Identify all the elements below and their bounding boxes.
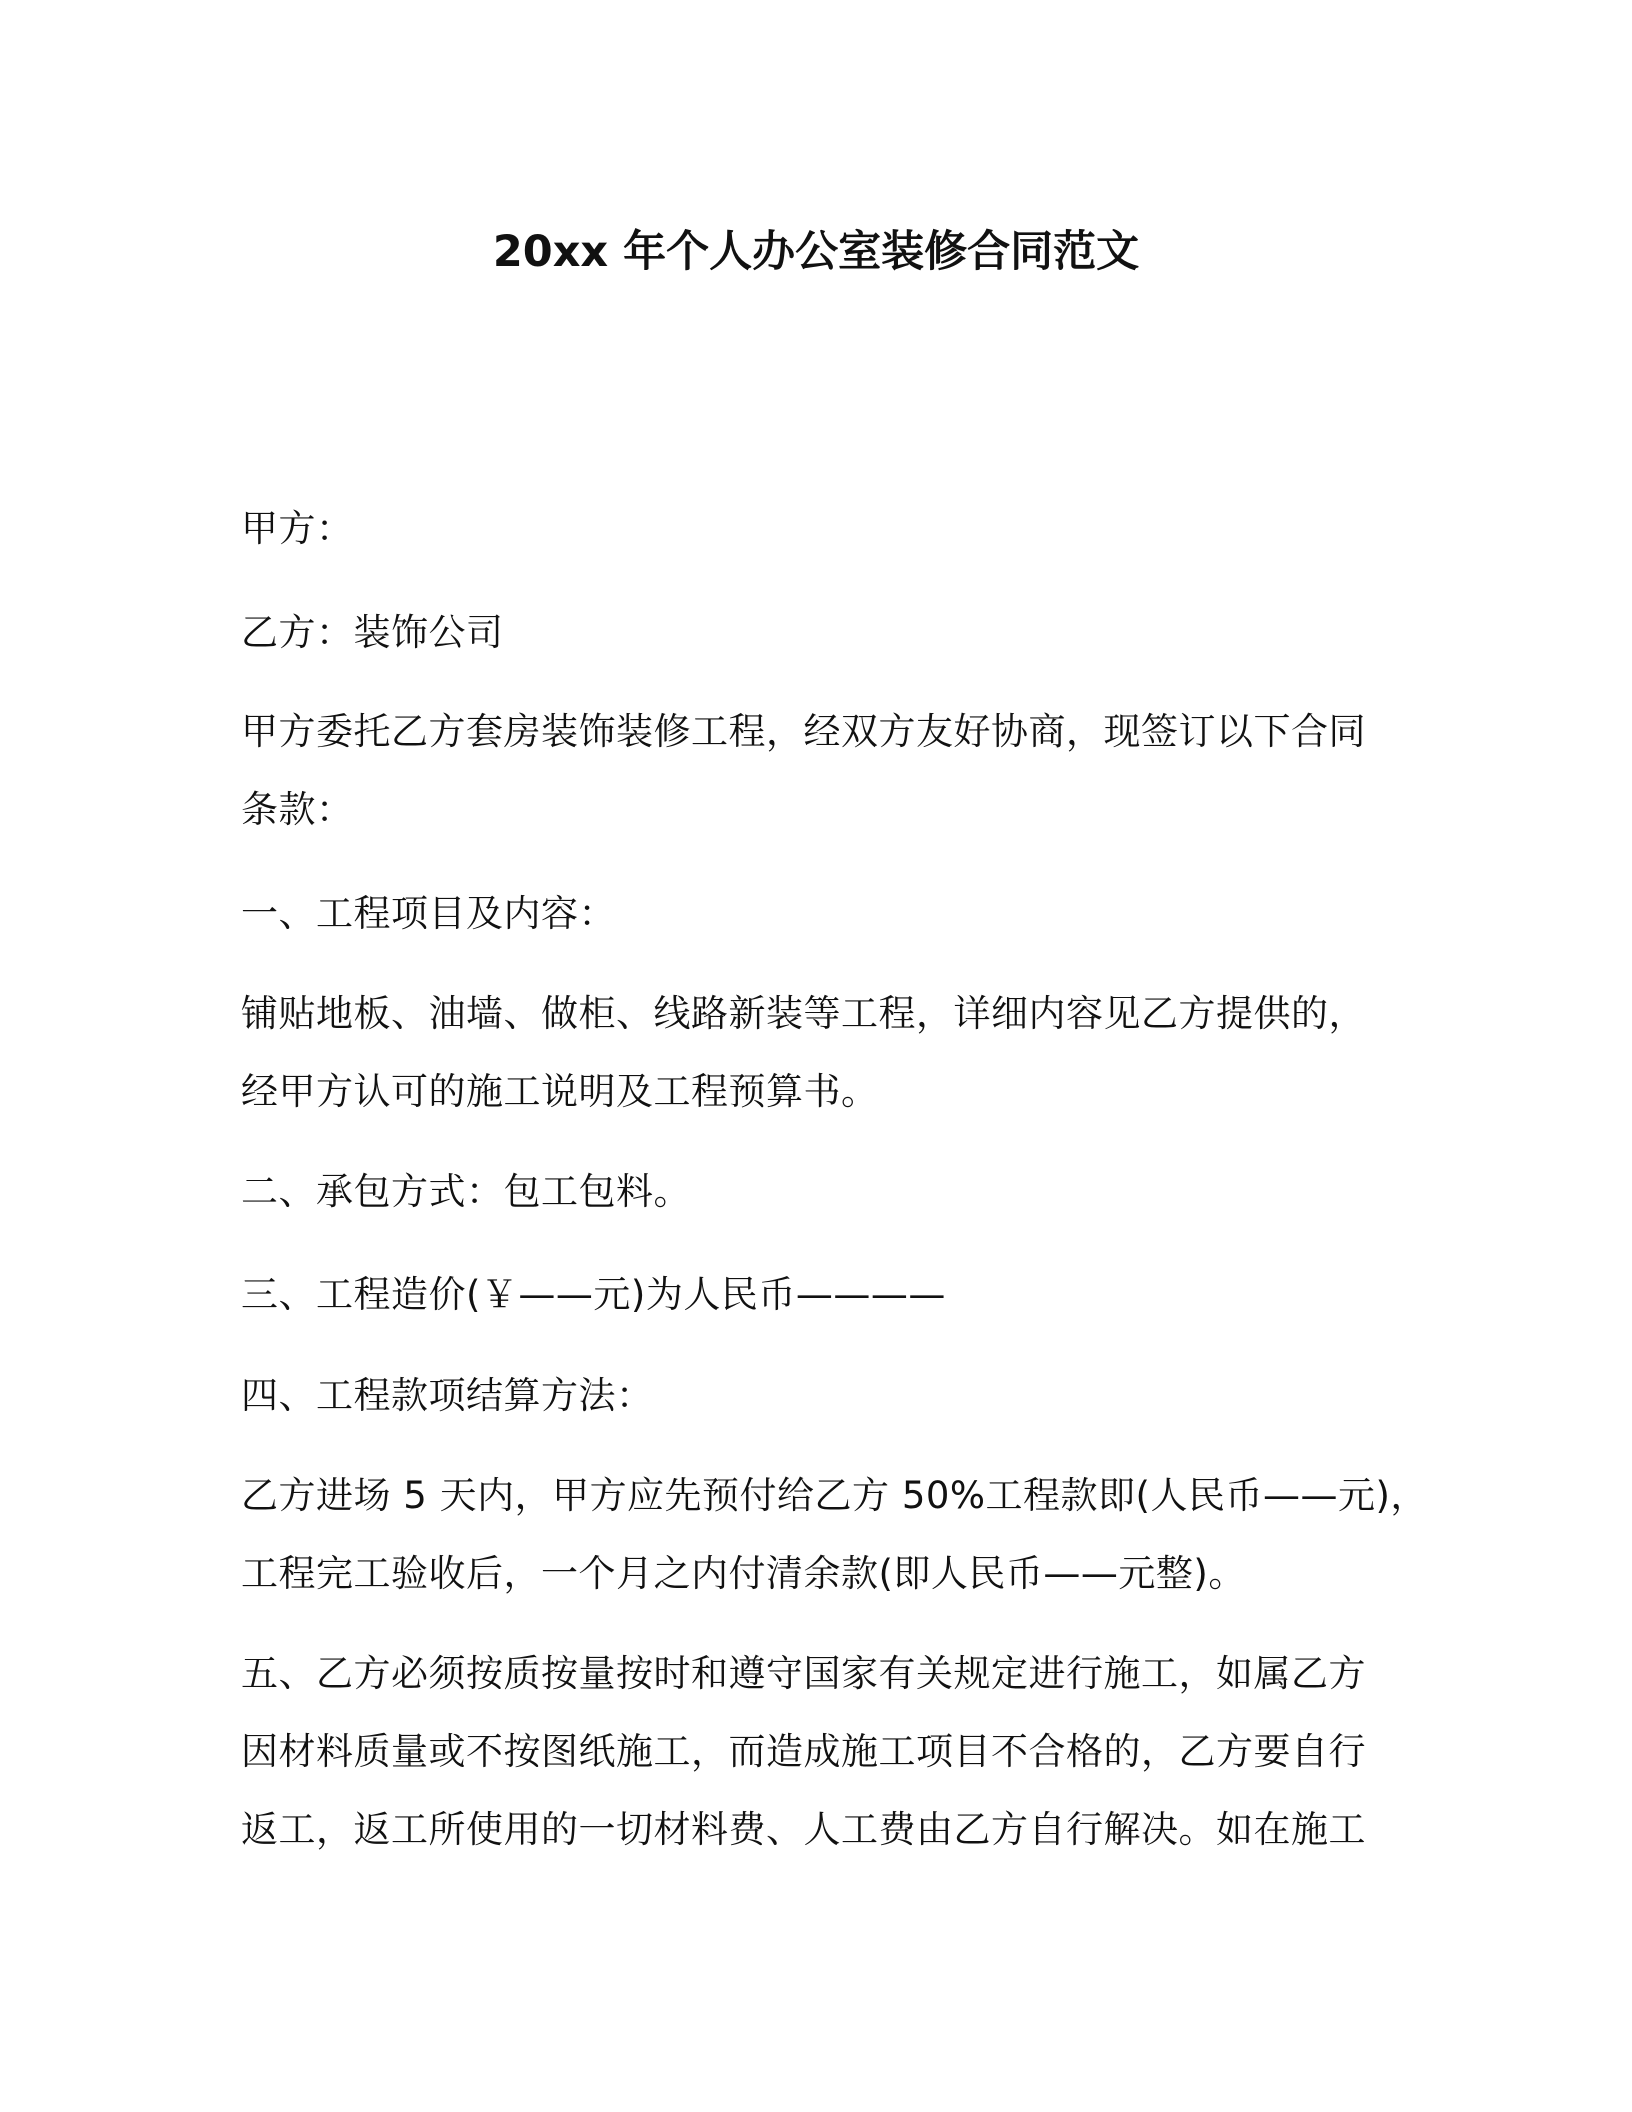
- intro-paragraph: [241, 693, 1401, 849]
- section-1-paragraph: [241, 975, 1401, 1131]
- section-4-heading: 四、工程款项结算方法：: [241, 1374, 654, 1417]
- section-1-line-2: 经甲方认可的施工说明及工程预算书。: [241, 1070, 879, 1113]
- party-a-line: 甲方：: [241, 507, 354, 550]
- section-3-line: 三、工程造价(￥——元)为人民币————: [241, 1273, 946, 1316]
- party-b-line: 乙方：装饰公司: [241, 611, 504, 654]
- section-4-paragraph: [241, 1457, 1428, 1613]
- document-title: 20xx 年个人办公室装修合同范文: [492, 227, 1140, 277]
- section-4-line-1: 乙方进场 5 天内，甲方应先预付给乙方 50%工程款即(人民币——元)，: [241, 1474, 1428, 1517]
- section-2-line: 二、承包方式：包工包料。: [241, 1170, 691, 1213]
- section-5-line-3: 返工，返工所使用的一切材料费、人工费由乙方自行解决。如在施工: [241, 1808, 1366, 1851]
- section-5-line-1: 五、乙方必须按质按量按时和遵守国家有关规定进行施工，如属乙方: [241, 1652, 1366, 1695]
- section-5-line-2: 因材料质量或不按图纸施工，而造成施工项目不合格的，乙方要自行: [241, 1730, 1366, 1773]
- section-1-line-1: 铺贴地板、油墙、做柜、线路新装等工程，详细内容见乙方提供的，: [241, 992, 1366, 1035]
- section-1-heading: 一、工程项目及内容：: [241, 892, 616, 935]
- intro-line-1: 甲方委托乙方套房装饰装修工程，经双方友好协商，现签订以下合同: [241, 710, 1366, 753]
- section-4-line-2: 工程完工验收后，一个月之内付清余款(即人民币——元整)。: [241, 1552, 1246, 1595]
- intro-line-2: 条款：: [241, 788, 354, 831]
- section-5-paragraph: [241, 1635, 1401, 1869]
